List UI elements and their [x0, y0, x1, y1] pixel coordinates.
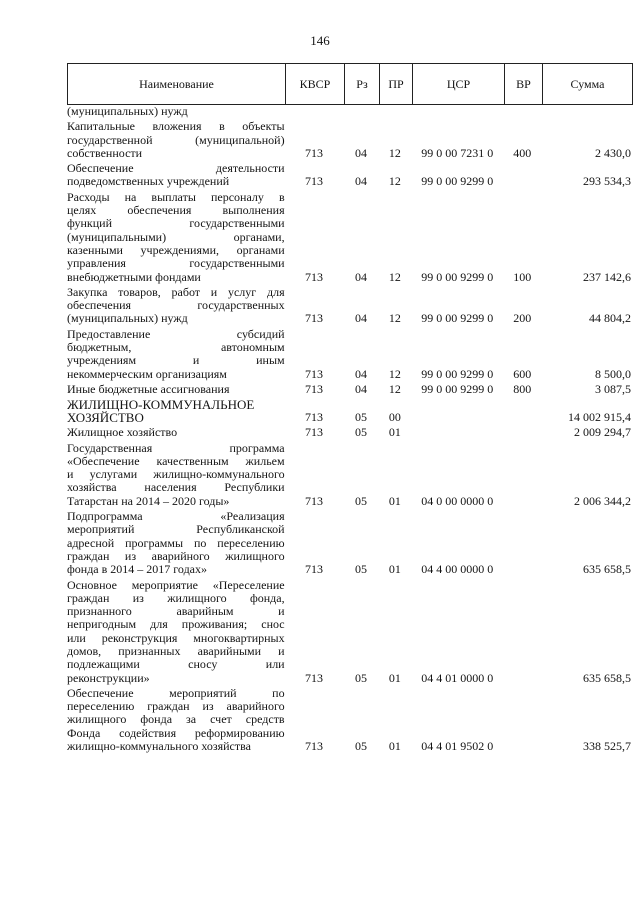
row-pr: 01: [388, 670, 401, 685]
row-name-line: ХОЗЯЙСТВО: [67, 410, 144, 426]
row-vr: 600: [513, 366, 532, 381]
row-kvsr: 713: [305, 381, 324, 396]
row-name: [67, 105, 285, 118]
table-header: [67, 63, 633, 105]
row-name-line: непригодным для проживания; снос: [67, 617, 285, 632]
row-name-line: (муниципальными) органами,: [67, 229, 285, 244]
row-sum: 635 658,5: [583, 670, 631, 685]
row-kvsr: 713: [305, 425, 324, 440]
row-name-line: и услугами жилищно-коммунального: [67, 467, 285, 482]
row-name-line: внебюджетными фондами: [67, 269, 201, 284]
row-name-line: мероприятий Республиканской: [67, 522, 285, 537]
header-name: Наименование: [68, 64, 286, 105]
row-kvsr: 713: [305, 311, 324, 326]
row-name-line: Закупка товаров, работ и услуг для: [67, 284, 285, 299]
row-sum: 237 142,6: [583, 269, 631, 284]
row-name-line: Иные бюджетные ассигнования: [67, 381, 230, 396]
row-name-line: Основное мероприятие «Переселение: [67, 577, 285, 592]
row-rz: 05: [354, 670, 367, 685]
table-body: [67, 105, 632, 753]
row-name-line: фонда в 2014 – 2017 годах»: [67, 562, 208, 577]
row-name: [67, 191, 285, 284]
row-csr: 99 0 00 7231 0: [421, 145, 494, 160]
row-name-line: казенными учреждениями, органами: [67, 242, 285, 257]
row-rz: 05: [354, 739, 367, 754]
row-csr: 99 0 00 9299 0: [421, 269, 494, 284]
row-vr: 100: [513, 269, 532, 284]
row-sum: 2 006 344,2: [574, 493, 631, 508]
row-name-line: Жилищное хозяйство: [67, 425, 178, 440]
row-name: [67, 328, 285, 381]
row-name-line: реконструкции»: [67, 670, 150, 685]
row-name-line: жилищного фонда за счет средств: [67, 712, 285, 727]
row-name: [67, 286, 285, 326]
row-rz: 04: [354, 145, 367, 160]
row-kvsr: 713: [305, 739, 324, 754]
table-row: [67, 510, 632, 576]
row-name-line: (муниципальных) нужд: [67, 311, 188, 326]
table-row: [67, 687, 632, 753]
row-name-line: или реконструкция многоквартирных: [67, 630, 285, 645]
row-name: [67, 442, 285, 508]
table-row: [67, 105, 632, 118]
row-name: [67, 687, 285, 753]
table-row: [67, 579, 632, 685]
row-name-line: граждан из аварийного жилищного: [67, 548, 285, 563]
row-name-line: Обеспечение деятельности: [67, 161, 285, 176]
row-rz: 04: [354, 269, 367, 284]
row-name-line: подведомственных учреждений: [67, 174, 230, 189]
row-csr: 99 0 00 9299 0: [421, 366, 494, 381]
row-rz: 05: [354, 493, 367, 508]
row-csr: 04 4 01 0000 0: [421, 670, 494, 685]
row-name-line: учреждениям и иным: [67, 353, 285, 368]
header-kvsr: КВСР: [286, 64, 345, 105]
row-pr: 12: [388, 174, 401, 189]
row-pr: 01: [388, 739, 401, 754]
row-pr: 12: [388, 381, 401, 396]
row-csr: 99 0 00 9299 0: [421, 381, 494, 396]
row-name-line: Капитальные вложения в объекты: [67, 119, 285, 134]
row-name-line: подлежащими сносу или: [67, 657, 285, 672]
row-name: [67, 426, 285, 439]
row-name: [67, 383, 285, 396]
row-rz: 04: [354, 366, 367, 381]
row-vr: 400: [513, 145, 532, 160]
row-pr: 12: [388, 145, 401, 160]
row-name-line: Расходы на выплаты персоналу в: [67, 189, 285, 204]
row-sum: 338 525,7: [583, 739, 631, 754]
row-name-line: Подпрограмма «Реализация: [67, 509, 285, 524]
row-name-line: Государственная программа: [67, 440, 285, 455]
header-sum: Сумма: [543, 64, 633, 105]
row-name-line: функций государственными: [67, 216, 285, 231]
row-name-line: переселению граждан из аварийного: [67, 699, 285, 714]
row-name-line: обеспечения государственных: [67, 298, 285, 313]
row-name-line: домов, признанных аварийными и: [67, 643, 285, 658]
row-name-line: управления государственными: [67, 256, 285, 271]
row-pr: 01: [388, 493, 401, 508]
row-vr: 200: [513, 311, 532, 326]
row-name-line: (муниципальных) нужд: [67, 104, 188, 118]
row-pr: 12: [388, 269, 401, 284]
row-csr: 04 0 00 0000 0: [421, 493, 494, 508]
row-rz: 05: [354, 425, 367, 440]
row-kvsr: 713: [305, 145, 324, 160]
row-name-line: государственной (муниципальной): [67, 132, 285, 147]
row-vr: 800: [513, 381, 532, 396]
row-name: [67, 510, 285, 576]
row-pr: 12: [388, 366, 401, 381]
row-sum: 635 658,5: [583, 562, 631, 577]
row-rz: 05: [354, 409, 367, 424]
header-csr: ЦСР: [413, 64, 505, 105]
row-name-line: Фонда содействия реформированию: [67, 725, 285, 740]
row-name: [67, 398, 285, 424]
table-row: [67, 426, 632, 439]
row-pr: 12: [388, 311, 401, 326]
row-csr: 04 4 00 0000 0: [421, 562, 494, 577]
row-name: [67, 162, 285, 189]
page-number: 146: [310, 33, 330, 48]
table-row: [67, 328, 632, 381]
row-kvsr: 713: [305, 366, 324, 381]
row-name-line: адресной программы по переселению: [67, 535, 285, 550]
header-rz: Рз: [345, 64, 380, 105]
row-sum: 3 087,5: [595, 381, 631, 396]
row-csr: 04 4 01 9502 0: [421, 739, 494, 754]
row-name-line: бюджетным, автономным: [67, 340, 285, 355]
table-row: [67, 442, 632, 508]
row-sum: 2 430,0: [595, 145, 631, 160]
row-pr: 00: [388, 409, 401, 424]
row-name-line: граждан из жилищного фонда,: [67, 590, 285, 605]
row-sum: 14 002 915,4: [568, 409, 631, 424]
row-pr: 01: [388, 425, 401, 440]
table-row: [67, 383, 632, 396]
row-sum: 44 804,2: [589, 311, 631, 326]
table-row: [67, 286, 632, 326]
row-kvsr: 713: [305, 562, 324, 577]
row-csr: 99 0 00 9299 0: [421, 311, 494, 326]
row-rz: 05: [354, 562, 367, 577]
row-kvsr: 713: [305, 174, 324, 189]
row-sum: 8 500,0: [595, 366, 631, 381]
row-name-line: некоммерческим организациям: [67, 366, 227, 381]
table-row: [67, 398, 632, 424]
table-row: [67, 120, 632, 160]
row-name-line: жилищно-коммунального хозяйства: [67, 739, 251, 754]
row-name: [67, 579, 285, 685]
row-name-line: Татарстан на 2014 – 2020 годы»: [67, 493, 230, 508]
row-name: [67, 120, 285, 160]
row-rz: 04: [354, 381, 367, 396]
row-name-line: Предоставление субсидий: [67, 326, 285, 341]
header-vr: ВР: [505, 64, 543, 105]
row-rz: 04: [354, 174, 367, 189]
row-kvsr: 713: [305, 493, 324, 508]
row-kvsr: 713: [305, 269, 324, 284]
row-name-line: признанного аварийным и: [67, 604, 285, 619]
table-row: [67, 191, 632, 284]
row-name-line: ЖИЛИЩНО-КОММУНАЛЬНОЕ: [67, 397, 255, 413]
row-kvsr: 713: [305, 409, 324, 424]
row-csr: 99 0 00 9299 0: [421, 174, 494, 189]
row-sum: 2 009 294,7: [574, 425, 631, 440]
row-name-line: хозяйства населения Республики: [67, 480, 285, 495]
row-name-line: собственности: [67, 145, 143, 160]
row-rz: 04: [354, 311, 367, 326]
row-sum: 293 534,3: [583, 174, 631, 189]
row-pr: 01: [388, 562, 401, 577]
row-name-line: целях обеспечения выполнения: [67, 203, 285, 218]
header-pr: ПР: [380, 64, 413, 105]
row-name-line: «Обеспечение качественным жильем: [67, 453, 285, 468]
table-row: [67, 162, 632, 189]
row-name-line: Обеспечение мероприятий по: [67, 685, 285, 700]
row-kvsr: 713: [305, 670, 324, 685]
